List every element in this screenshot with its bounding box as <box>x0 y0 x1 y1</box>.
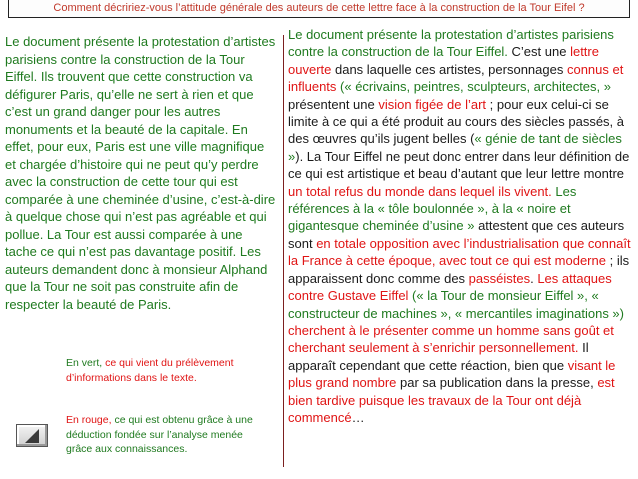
analysis-paragraph <box>288 26 631 426</box>
analysis-segment: ; pour eux celui-ci se limite à ce qui a été produit au cours des siècles passés, à des œuvres qu’ils jugent belles ( <box>288 96 625 147</box>
analysis-segment: par sa publication dans la presse, <box>396 375 598 391</box>
analysis-segment: (« écrivains, peintres, sculpteurs, architectes, » <box>336 79 611 95</box>
legend-red-keyword: En rouge, <box>66 414 112 426</box>
question-title: Comment décririez-vous l’attitude générale des auteurs de cette lettre face à la construction de la Tour Eifel ? <box>53 2 585 14</box>
analysis-segment: connus et influents <box>288 61 624 95</box>
analysis-segment: « génie de tant de siècles » <box>288 131 622 164</box>
analysis-segment: en totale opposition avec l’industrialisation que connaît la France à cette époque, avec tout ce qui est moderne <box>288 235 631 269</box>
analysis-segment: visant le plus grand nombre <box>288 357 616 391</box>
analysis-segment: cherchent à le présenter comme un homme sans goût et cherchant seulement à s’enrichir personnellement. <box>288 322 614 356</box>
legend-green-keyword: En vert, <box>66 357 103 369</box>
analysis-segment: présentent une <box>288 96 379 112</box>
analysis-segment: dans laquelle ces artistes, personnages <box>331 61 567 77</box>
analysis-segment: (« la Tour de monsieur Eiffel », « constructeur de machines », « mercantiles imaginations ») <box>288 288 624 321</box>
analysis-segment: passéistes <box>468 270 531 286</box>
analysis-segment: C’est une <box>507 44 571 60</box>
analysis-segment: Les références à la « tôle boulonnée », à la « noire et gigantesque cheminée d’usine » <box>288 183 577 234</box>
analysis-segment: ). La Tour Eiffel ne peut donc entrer dans leur définition de ce qui est artistique et beau d’autant que leur lettre montre <box>288 148 630 182</box>
legend-green-text: ce qui vient du prélèvement d’informations dans le texte. <box>66 357 234 384</box>
analysis-segment: un total refus du monde dans lequel ils vivent. <box>288 183 552 199</box>
question-header <box>8 0 630 18</box>
analysis-segment: . <box>530 270 538 286</box>
analysis-segment: ; ils apparaissent donc comme des <box>288 253 630 286</box>
analysis-segment: attestent que ces auteurs sont <box>288 218 625 251</box>
analysis-segment: est bien tardive puisque les travaux de la Tour ont déjà commencé <box>288 375 615 425</box>
analysis-segment: … <box>351 409 365 425</box>
back-arrow-icon <box>25 429 39 443</box>
column-divider <box>283 35 284 467</box>
legend-red <box>66 413 271 457</box>
analysis-segment: lettre ouverte <box>288 44 599 77</box>
summary-paragraph: Le document présente la protestation d’artistes parisiens contre la construction de la Tour Eiffel. Ils trouvent que cette construction va défigurer Paris, qu’elle ne sert à rien et que c’est un grand danger pour les autres monuments et la beauté de la capitale. En effet, pour eux, Paris est une ville magnifique et chargée d’histoire qui ne peut qu’y perdre avec la construction de cette tour qui est comparée à une cheminée d’usine, c’est-à-dire à quelque chose qui n’est pas agréable et qui pollue. La Tour est aussi comparée à une tache ce qui n’est pas davantage positif. Les auteurs demandent donc à monsieur Alphand que la Tour ne soit pas construite afin de respecter la beauté de Paris. <box>5 34 276 312</box>
legend-green <box>66 356 271 385</box>
analysis-segment: Il apparaît cependant que cette réaction, bien que <box>288 340 589 373</box>
legend-red-text: ce qui est obtenu grâce à une déduction fondée sur l’analyse menée grâce aux connaissances. <box>66 414 253 455</box>
analysis-segment: Le document présente la protestation d’artistes parisiens contre la construction de la Tour Eiffel. <box>288 27 614 60</box>
back-button[interactable] <box>16 424 48 447</box>
analysis-segment: vision figée de l’art <box>378 96 487 112</box>
analysis-segment: Les attaques contre Gustave Eiffel <box>288 270 612 304</box>
